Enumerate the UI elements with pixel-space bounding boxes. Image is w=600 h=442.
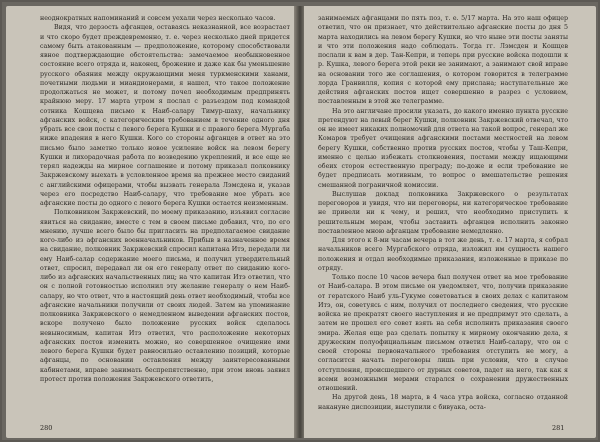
left-page-text xyxy=(40,14,290,384)
right-paragraph-2: На это англичане просили указать, до какого именно пункта русские претендуют на левый берег Кушки, полковник Закржевский отвечал, что он не имеет никаких полномочий для ответа на такой вопрос, генерал же Комаров требует очищения афганскими постами местностей на левом берегу Кушки, собственно против русских постов, чтобы у Таш-Кепри, именно с целью избежать столкновения, постами между ищающими обеих сторон естественную преграду; по-доже и если требование не будет предписать мотивным, то вопрос о вмешательстве решения смешанной пограничной комиссии. xyxy=(318,107,568,189)
right-page-number: 281 xyxy=(552,424,565,432)
left-paragraph-3: Полковником Закржевский, по моему приказанию, изъявил согласие явиться на свидание, вместе с тем в своем письме добавил, что, по его мнению, лучше всего было бы пригласить на предполагаемое свидание кого-либо из афганских военначальников. Прибыв в назначенное время на свидание, полковник Закржевский спросил капитана Итэ, передали ли ему Наиб-салар содержание моего письма, и получил утвердительный ответ, спросил, передавал ли он его генералу ответ по свиданию кого-либо из афганских начальственных лиц; на что капитан Итэ ответил, что он с полной готовностью исполнил эту желание генералу о нем Наиб-салару, но что ответ, что в настоящий день ответ необходимый, чтобы все афганские начальники получили от своих людей. Затем на упоминание полковника Закржевского о немедленном выведении афганских постов, вскоре получено было положение русских войск сделалось невыносимым, капитан Итэ ответил, что расположение некоторых афганских постов изменить можно, но совершенное очищение ими левого берега Кушки будет равносильно оставлению позиций, которые афганцы, по основании оставления между заинтересованными кабинетами, вправе занимать беспрепятственно, при этом вновь заявил протест против положения Закржевского ответить, xyxy=(40,209,290,383)
right-page-text xyxy=(318,14,568,412)
book-spread xyxy=(2,2,598,440)
left-page-number: 280 xyxy=(40,424,53,432)
left-paragraph-2: Видя, что дерзость афганцев, оставаясь неказнанной, все возрастает и что скоро будет преждевременно, т. е. через несколько дней придется самому быть атакованным — предположение, которому способствовали явное подтверждающие обстоятельства: замечаемое необыкновенное состояние всего отряда и, наконец, брожение и даже как бы уменьшение русского обаяния между окружающими меня туркменскими ханами, почетными людьми и миандионерами, я нашел, что такое положение продолжаться не может, и потому почел необходимым предпринять крайнюю меру. 17 марта утром я послал с разъездом под командой сотника Кошцева письмо к Наиб-салару Тимур-шаху, начальнику афганских войск, с категорическим требованием в течение одного дня убрать все свои посты с левого берега Кушки и с правого берега Мургаба ниже впадения в него Кушки. Кого со стороны афганцев в ответ на это письмо было заметно только новое усиление войск на левом берегу Кушки и лихорадочная работа по возведению укреплений, и все еще не терял надежды на мирное соглашение и потому приказал полковнику Закржевскому выехать в условленное время на прежнее место свиданий с английскими офицерами, чтобы вызвать генерала Лэмсдена и, указав через его посредство Наиб-салару, что требование мое убрать все афганские посты до одного с левого берега Кушки остается неизменным. xyxy=(40,24,290,207)
left-paragraph-1: неоднократных напоминаний и совсем уехали через несколько часов. xyxy=(40,15,276,22)
right-paragraph-1: занимаемых афганцами по пять поз, т. е. 5/17 марта. На это наш офицер ответил, что он признает, что действительно афганские посты до дня 5 марта находились на левом берегу Кушки, но что ныне эти посты заняты и что эти положения надо соблюдать. Тогда гг. Лэмсден и Кошцев послали к вам в дер. Тан-Кепри, и теперь при русские войска подошли к р. Кушка, левого берега этой реки не занимают, а занимают свой вправе на основании того же соглашения, о котором говорится в телеграмме лорда Гранвилля, копия с которой ему прислана; наступательные же действия афганских постов ищет совершенно в разрез с условием, поставленным в этой же телеграмме. xyxy=(318,15,568,106)
right-paragraph-3: Выслушав доклад полковника Закржевского о результатах переговоров и увидя, что ни переговоры, ни категорическое требование не привели ни к чему, и решил, что необходимо приступить к решительным мерам, чтобы заставить афганцев исполнить законно поставленное мною афганцам требование немедленно. xyxy=(318,190,568,235)
right-page xyxy=(304,6,596,438)
right-paragraph-5: Только после 10 часов вечера был получен ответ на мое требование от Наиб-салара. В этом письме он уведомляет, что, получив приказание от гератского Наиб уль-Гукуме советоваться в своих делах с капитаном Итэ, он, советуясь с ним, получил от последнего сведения, что русские войска не прекратят своего наступления и не предпримут это сделать, а затем не прошел его совет взять на себя исполнить приказания своего эмира. Желая еще раз сделать попытку к мирному окончанию дела, я дружеским полуофициальным письмом ответил Наиб-салару, что он с своей стороны первоначального требования отступить не могу, а согласится начать переговоры лишь при условии, что в случае отступления, происшедшего от дурных советов, падет на него, так как я всеми возможными мерами старался о сохранении дружественных отношений. xyxy=(318,274,568,392)
right-paragraph-4: Для этого к 8-ми часам вечера в тот же день, т. е. 17 марта, я собрал начальников всего Мургабского отряда, изложил им сущность нашего положения и отдал необходимые приказания, изложенные в приказе по отряду. xyxy=(318,237,568,272)
right-paragraph-6: На другой день, 18 марта, в 4 часа утра войска, согласно отданной накануне диспозиции, выступили с бивуака, оста- xyxy=(318,394,568,411)
left-page xyxy=(6,6,296,438)
